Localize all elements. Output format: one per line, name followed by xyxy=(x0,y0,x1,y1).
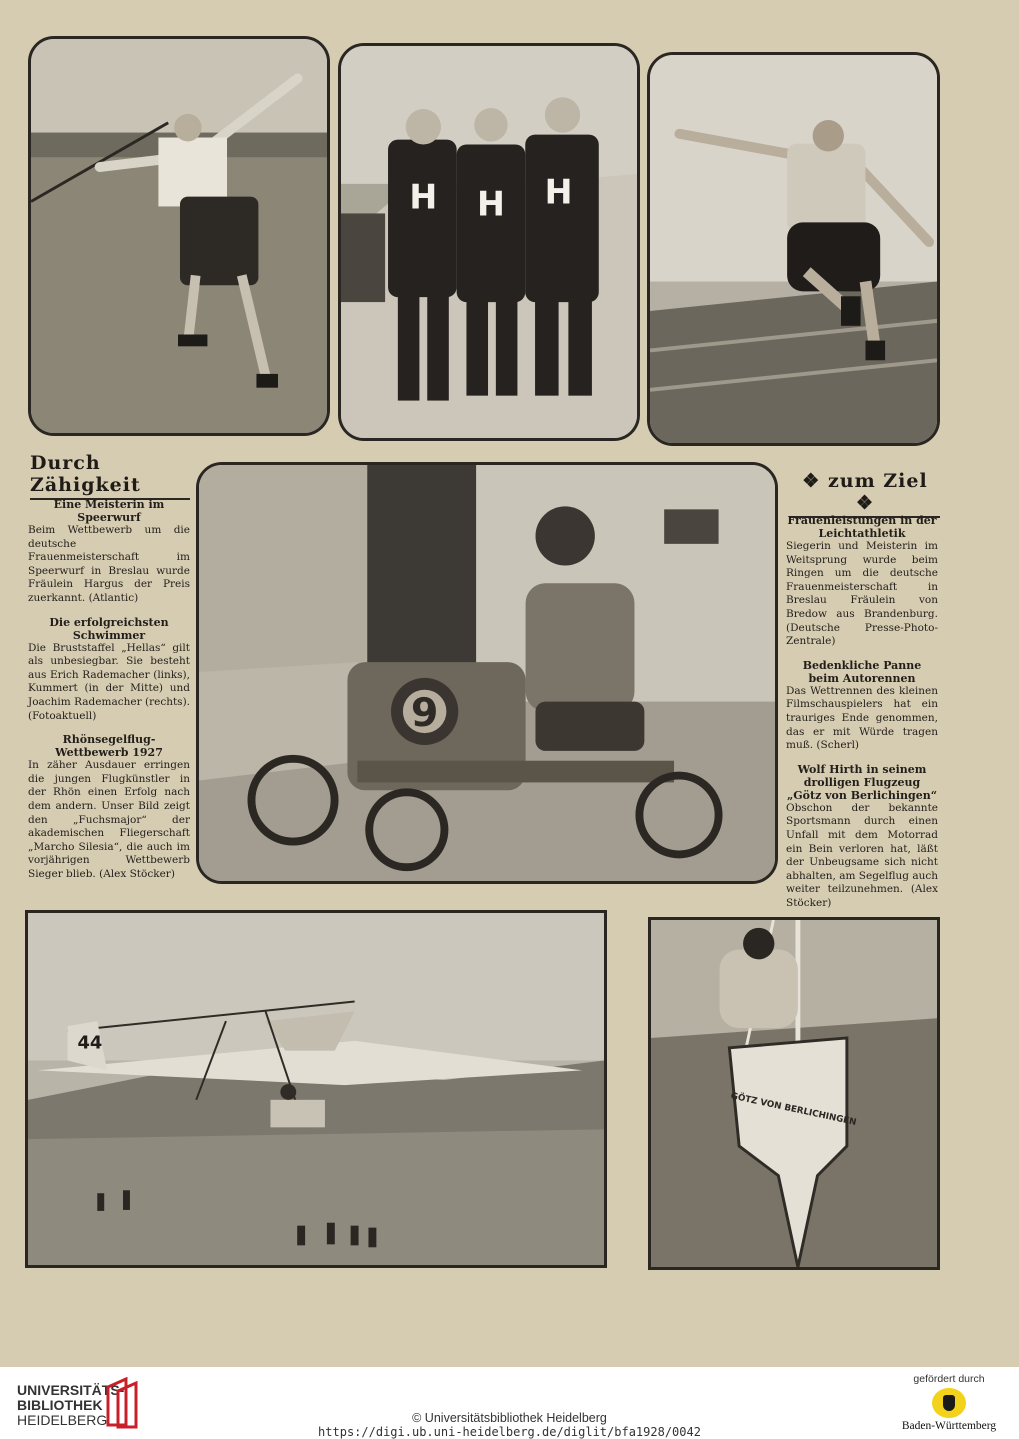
ornament-left: ❖ xyxy=(802,470,821,492)
headline-left: Durch Zähigkeit xyxy=(30,452,190,500)
caption-title: Wolf Hirth in seinem drolligen Flugzeug „Götz von Berlichingen“ xyxy=(786,762,938,802)
ornament-right: ❖ xyxy=(855,492,875,514)
caption-title: Die erfolgreichsten Schwimmer xyxy=(49,615,169,642)
headline-right-text: zum Ziel xyxy=(827,470,928,492)
library-name-line1: UNIVERSITÄTS- xyxy=(17,1382,125,1398)
caption-title: Frauenleistungen in der Leichtathletik xyxy=(787,514,937,540)
sponsor-name: Baden-Württemberg xyxy=(901,1420,997,1432)
shirt-letter-middle: H xyxy=(477,184,505,224)
sponsor-label: gefördert durch xyxy=(913,1373,985,1385)
library-name-line2: BIBLIOTHEK xyxy=(17,1397,103,1413)
shirt-letter-right: H xyxy=(544,172,573,212)
library-name-line3: HEIDELBERG xyxy=(17,1412,108,1428)
photo-boy-soapbox-car xyxy=(196,462,778,884)
photo-swimmers xyxy=(338,43,640,441)
car-number: 9 xyxy=(410,690,439,737)
left-caption-column xyxy=(28,488,190,881)
right-caption-column xyxy=(786,504,938,910)
caption-text: Beim Wettbewerb um die deutsche Frauenmeisterschaft im Speerwurf in Breslau wurde Fräulein Hargus der Preis zuerkannt. (Atlantic) xyxy=(28,524,190,604)
caption-title: Bedenkliche Panne beim Autorennen xyxy=(802,658,922,685)
copyright-notice: © Universitätsbibliothek Heidelberg xyxy=(412,1411,607,1425)
caption-text: Die Bruststaffel „Hellas“ gilt als unbesiegbar. Sie besteht aus Erich Rademacher (links), Kummert (in der Mitte) und Joachim Rademacher (rechts). (Fotoaktuell) xyxy=(28,641,190,722)
photo-wolf-hirth-aircraft xyxy=(648,917,940,1270)
caption-title: Rhönsegelflug-Wettbewerb 1927 xyxy=(55,733,163,760)
caption-text: Obschon der bekannte Sportsmann durch einen Unfall mit dem Motorrad ein Bein verloren hat, läßt der Unbeugsame sich nicht abhalten, am Segelflug auch weiter teilzunehmen. (Alex Stöcker) xyxy=(786,801,938,909)
caption-text: Das Wettrennen des kleinen Filmschauspielers hat ein trauriges Ende genommen, das er mit Würde tragen muß. (Scherl) xyxy=(786,684,938,752)
caption-text: In zäher Ausdauer erringen die jungen Flugkünstler in der Rhön einen Erfolg nach dem andern. Unser Bild zeigt den „Fuchsmajor“ der akademischen Fliegerschaft „Marcho Silesia“, die auch im vorjährigen Wettbewerb Sieger blieb. (Alex Stöcker) xyxy=(28,759,190,880)
photo-glider xyxy=(25,910,607,1268)
baden-wuerttemberg-crest-icon xyxy=(932,1388,966,1418)
basket-inscription: GÖTZ VON BERLICHINGEN xyxy=(729,1091,858,1129)
sponsor-block xyxy=(899,1373,999,1432)
caption-title: Eine Meisterin im Speerwurf xyxy=(53,498,165,524)
shirt-letter-left: H xyxy=(409,177,438,217)
glider-number: 44 xyxy=(77,1033,103,1054)
photo-long-jumper xyxy=(647,52,940,446)
source-url[interactable]: https://digi.ub.uni-heidelberg.de/diglit/bfa1928/0042 xyxy=(318,1425,701,1439)
caption-text: Siegerin und Meisterin im Weitsprung wurde beim Ringen um die deutsche Frauenmeisterschaft in Breslau Fräulein von Bredow aus Brandenburg. (Deutsche Presse-Photo-Zentrale) xyxy=(786,540,938,648)
photo-javelin-thrower xyxy=(28,36,330,436)
library-footer xyxy=(0,1367,1019,1439)
